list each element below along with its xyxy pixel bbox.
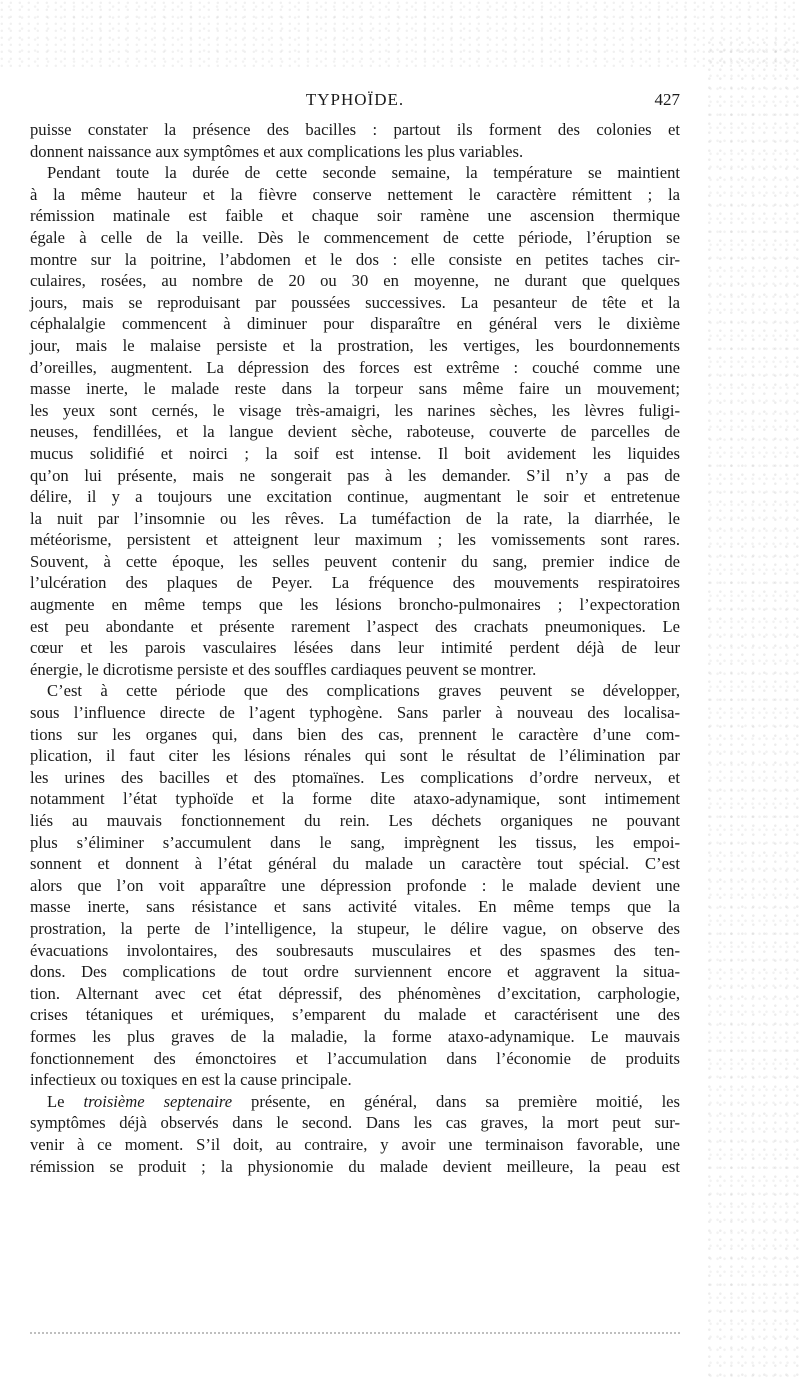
text-line: la nuit par l’insomnie ou les rêves. La tuméfaction de la rate, la diarrhée, le [30, 508, 680, 528]
text-line: est peu abondante et présente rarement l’aspect des crachats pneumoniques. Le [30, 616, 680, 636]
text-line: les yeux sont cernés, le visage très-amaigri, les narines sèches, les lèvres fuligi- [30, 400, 680, 420]
text-line: météorisme, persistent et atteignent leur maximum ; les vomissements sont rares. [30, 530, 680, 550]
body-text [30, 119, 680, 1177]
page-number: 427 [654, 90, 680, 109]
paper-speckle-right-margin [706, 40, 800, 1381]
text-line: prostration, la perte de l’intelligence, la stupeur, le délire vague, on observe des [30, 918, 680, 938]
italic-term: troisième septenaire [83, 1091, 233, 1111]
text-line: neuses, fendillées, et la langue devient sèche, raboteuse, couverte de parcelles de [30, 422, 680, 442]
text-run: Le [47, 1091, 84, 1111]
text-line: puisse constater la présence des bacilles : partout ils forment des colonies et [30, 120, 680, 139]
text-line: venir à ce moment. S’il doit, au contraire, y avoir une terminaison favorable, une [30, 1134, 680, 1154]
text-line: infectieux ou toxiques en est la cause principale. [30, 1070, 352, 1090]
text-line: cœur et les parois vasculaires lésées dans leur intimité perdent déjà de leur [30, 638, 680, 658]
text-line: évacuations involontaires, des soubresauts musculaires et des spasmes des ten- [30, 940, 680, 960]
text-line: culaires, rosées, au nombre de 20 ou 30 en moyenne, ne durant que quelques [30, 271, 680, 291]
text-line: plication, il faut citer les lésions rénales qui sont le résultat de l’élimination par [30, 746, 680, 766]
text-line: notamment l’état typhoïde et la forme dite ataxo-adynamique, sont intimement [30, 789, 680, 809]
text-line: masse inerte, sans résistance et sans activité vitales. En même temps que la [30, 897, 680, 917]
text-line: sous l’influence directe de l’agent typhogène. Sans parler à nouveau des localisa- [30, 703, 680, 723]
text-line: augmente en même temps que les lésions broncho-pulmonaires ; l’expectoration [30, 595, 680, 615]
text-line: jour, mais le malaise persiste et la prostration, les vertiges, les bourdonnements [30, 335, 680, 355]
text-line: d’oreilles, augmentent. La dépression des forces est extrême : couché comme une [30, 357, 680, 377]
text-line: masse inerte, le malade reste dans la torpeur sans même faire un mouvement; [30, 379, 680, 399]
text-line: plus s’éliminer s’accumulent dans le sang, imprègnent les tissus, les empoi- [30, 832, 680, 852]
text-line: liés au mauvais fonctionnement du rein. Les déchets organiques ne pouvant [30, 811, 680, 830]
text-line: égale à celle de la veille. Dès le commencement de cette période, l’éruption se [30, 227, 680, 247]
text-line: jours, mais se reproduisant par poussées successives. La pesanteur de tête et la [30, 292, 680, 312]
text-line: délire, il y a toujours une excitation continue, augmentant le soir et entretenue [30, 487, 680, 507]
text-line: donnent naissance aux symptômes et aux complications les plus variables. [30, 141, 524, 161]
text-line: céphalalgie commencent à diminuer pour disparaître en général vers le dixième [30, 314, 680, 334]
text-line: C’est à cette période que des complications graves peuvent se développer, [47, 681, 680, 701]
paper-speckle-top [0, 0, 800, 70]
running-head: TYPHOÏDE. [305, 90, 405, 109]
page-header [30, 90, 680, 116]
text-line: tion. Alternant avec cet état dépressif, des phénomènes d’excitation, carphologie, [30, 983, 680, 1003]
text-line-with-italic [30, 1091, 680, 1113]
text-line: alors que l’on voit apparaître une dépression profonde : le malade devient une [30, 875, 680, 895]
text-line: rémission matinale est faible et chaque soir ramène une ascension thermique [30, 206, 680, 226]
text-line: symptômes déjà observés dans le second. Dans les cas graves, la mort peut sur- [30, 1113, 680, 1133]
text-line: sonnent et donnent à l’état général du malade un caractère tout spécial. C’est [30, 854, 680, 874]
text-line: qu’on lui présente, mais ne songerait pas à les demander. S’il n’y a pas de [30, 465, 680, 485]
text-line: les urines des bacilles et des ptomaïnes. Les complications d’ordre nerveux, et [30, 767, 680, 787]
text-line: Souvent, à cette époque, les selles peuvent contenir du sang, premier indice de [30, 551, 680, 571]
text-line: dons. Des complications de tout ordre surviennent encore et aggravent la situa- [30, 962, 680, 982]
text-line: tions sur les organes qui, dans bien des cas, prennent le caractère d’une com- [30, 724, 680, 744]
bottom-edge-bleed [30, 1332, 680, 1334]
text-line: Pendant toute la durée de cette seconde semaine, la température se maintient [47, 163, 680, 183]
text-line: mucus solidifié et noirci ; la soif est intense. Il boit avidement les liquides [30, 443, 680, 463]
text-line: à la même hauteur et la fièvre conserve nettement le caractère rémittent ; la [30, 184, 680, 204]
text-line: énergie, le dicrotisme persiste et des souffles cardiaques peuvent se montrer. [30, 659, 537, 679]
text-line: l’ulcération des plaques de Peyer. La fréquence des mouvements respiratoires [30, 573, 680, 593]
text-run: présente, en général, dans sa première moitié, les [232, 1091, 681, 1111]
text-line: crises tétaniques et urémiques, s’emparent du malade et caractérisent une des [30, 1005, 680, 1025]
text-line: montre sur la poitrine, l’abdomen et le dos : elle consiste en petites taches cir- [30, 249, 680, 269]
text-line: formes les plus graves de la maladie, la forme ataxo-adynamique. Le mauvais [30, 1026, 680, 1046]
text-line: rémission se produit ; la physionomie du malade devient meilleure, la peau est [30, 1156, 680, 1176]
text-line: fonctionnement des émonctoires et l’accumulation dans l’économie de produits [30, 1048, 680, 1068]
